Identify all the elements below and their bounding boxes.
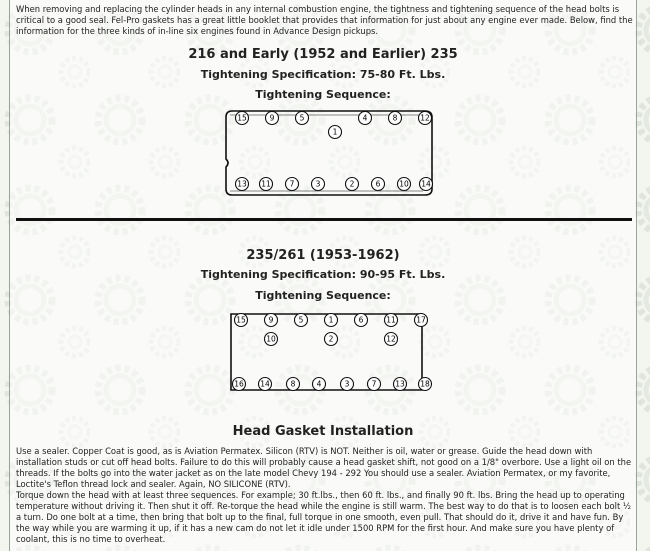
bolt-number: 6: [358, 315, 364, 325]
bolt-12: [385, 333, 398, 346]
bolt-11: [260, 178, 273, 191]
bolt-number: 15: [237, 113, 247, 123]
bolt-number: 10: [399, 179, 409, 189]
bolt-number: 5: [298, 315, 304, 325]
bolt-15: [236, 112, 249, 125]
bolt-10: [265, 333, 278, 346]
engine1-sequence-label: Tightening Sequence:: [255, 88, 391, 101]
bolt-number: 13: [395, 379, 405, 389]
bolt-1: [325, 314, 338, 327]
bolt-18: [419, 378, 432, 391]
bolt-number: 18: [420, 379, 430, 389]
article-page: [9, 0, 637, 551]
bolt-number: 12: [386, 334, 396, 344]
bolt-number: 8: [392, 113, 398, 123]
bolt-number: 1: [328, 315, 334, 325]
bolt-number: 6: [375, 179, 381, 189]
bolt-12: [419, 112, 432, 125]
bolt-number: 1: [332, 127, 338, 137]
bolt-number: 12: [420, 113, 430, 123]
bolt-5: [296, 112, 309, 125]
engine2-title: 235/261 (1953-1962): [246, 248, 400, 263]
bolt-number: 2: [328, 334, 334, 344]
bolt-number: 9: [269, 113, 275, 123]
bolt-3: [341, 378, 354, 391]
gasket-heading: Head Gasket Installation: [232, 424, 414, 439]
bolt-number: 4: [316, 379, 322, 389]
bolt-number: 13: [237, 179, 247, 189]
bolt-4: [313, 378, 326, 391]
engine1-title: 216 and Early (1952 and Earlier) 235: [188, 47, 458, 62]
bolt-3: [312, 178, 325, 191]
bolt-13: [394, 378, 407, 391]
bolt-9: [266, 112, 279, 125]
bolt-5: [295, 314, 308, 327]
bolt-10: [398, 178, 411, 191]
bolt-number: 4: [362, 113, 368, 123]
bolt-6: [355, 314, 368, 327]
bolt-9: [265, 314, 278, 327]
bolt-14: [420, 178, 433, 191]
bolt-2: [325, 333, 338, 346]
bolt-number: 5: [299, 113, 305, 123]
engine2-sequence-label: Tightening Sequence:: [255, 289, 391, 302]
bolt-7: [368, 378, 381, 391]
bolt-number: 17: [416, 315, 426, 325]
engine2-bolt-diagram: [217, 308, 432, 398]
bolt-6: [372, 178, 385, 191]
bolt-number: 7: [289, 179, 295, 189]
bolt-14: [259, 378, 272, 391]
engine2-spec: Tightening Specification: 90-95 Ft. Lbs.: [200, 268, 446, 281]
engine1-bolt-diagram: [220, 105, 438, 200]
bolt-number: 3: [315, 179, 321, 189]
bolt-number: 11: [261, 179, 271, 189]
bolt-2: [346, 178, 359, 191]
bolt-8: [389, 112, 402, 125]
bolt-8: [287, 378, 300, 391]
bolt-13: [236, 178, 249, 191]
intro-paragraph: When removing and replacing the cylinder heads in any internal combustion engine, the tightness and tightening sequence of the head bolts is critical to a good seal. Fel-Pro gaskets has a great little booklet that provides that information for just about any engine ever made. Below, find the information for the three kinds of in-line six engines found in Advance Design pickups.: [16, 4, 633, 36]
bolt-number: 8: [290, 379, 296, 389]
section-divider: [16, 218, 632, 221]
bolt-17: [415, 314, 428, 327]
bolt-number: 3: [344, 379, 350, 389]
bolt-16: [233, 378, 246, 391]
bolt-7: [286, 178, 299, 191]
bolt-number: 14: [421, 179, 431, 189]
bolt-number: 9: [268, 315, 274, 325]
bolt-4: [359, 112, 372, 125]
bolt-number: 10: [266, 334, 276, 344]
bolt-number: 11: [386, 315, 396, 325]
bolt-1: [329, 126, 342, 139]
gasket-paragraph-1: Use a sealer. Copper Coat is good, as is Aviation Permatex. Silicon (RTV) is NOT. Neither is oil, water or grease. Guide the head down with installation studs or cut off head bolts. Failure to do this will probably cause a head gasket shift, not good on a 1/8" overbore. Use a light oil on the threads. If the bolts go into the water jacket as on the late model Chevy 194 - 292 You should use a sealer. Aviation Permatex, or my favorite, Loctite's Teflon thread lock and sealer. Again, NO SILICONE (RTV).: [16, 446, 632, 489]
bolt-15: [235, 314, 248, 327]
bolt-number: 15: [236, 315, 246, 325]
bolt-11: [385, 314, 398, 327]
bolt-number: 2: [349, 179, 355, 189]
bolt-number: 7: [371, 379, 377, 389]
gasket-paragraph-2: Torque down the head with at least three sequences. For example; 30 ft.lbs., then 60 ft. lbs., and finally 90 ft. lbs. Bring the head up to operating temperature without driving it. Then shut it off. Re-torque the head while the engine is still warm. The best way to do that is to loosen each bolt ½ a turn. Do one bolt at a time, then bring that bolt up to the final, full torque in one smooth, even pull. That should do it, drive it and have fun. By the way while you are warming it up, if it has a new cam do not let it idle under 1500 RPM for the first hour. And make sure you have plenty of coolant, this is no time to overheat.: [16, 490, 632, 544]
bolt-number: 14: [260, 379, 270, 389]
engine1-spec: Tightening Specification: 75-80 Ft. Lbs.: [200, 68, 446, 81]
bolt-number: 16: [234, 379, 244, 389]
